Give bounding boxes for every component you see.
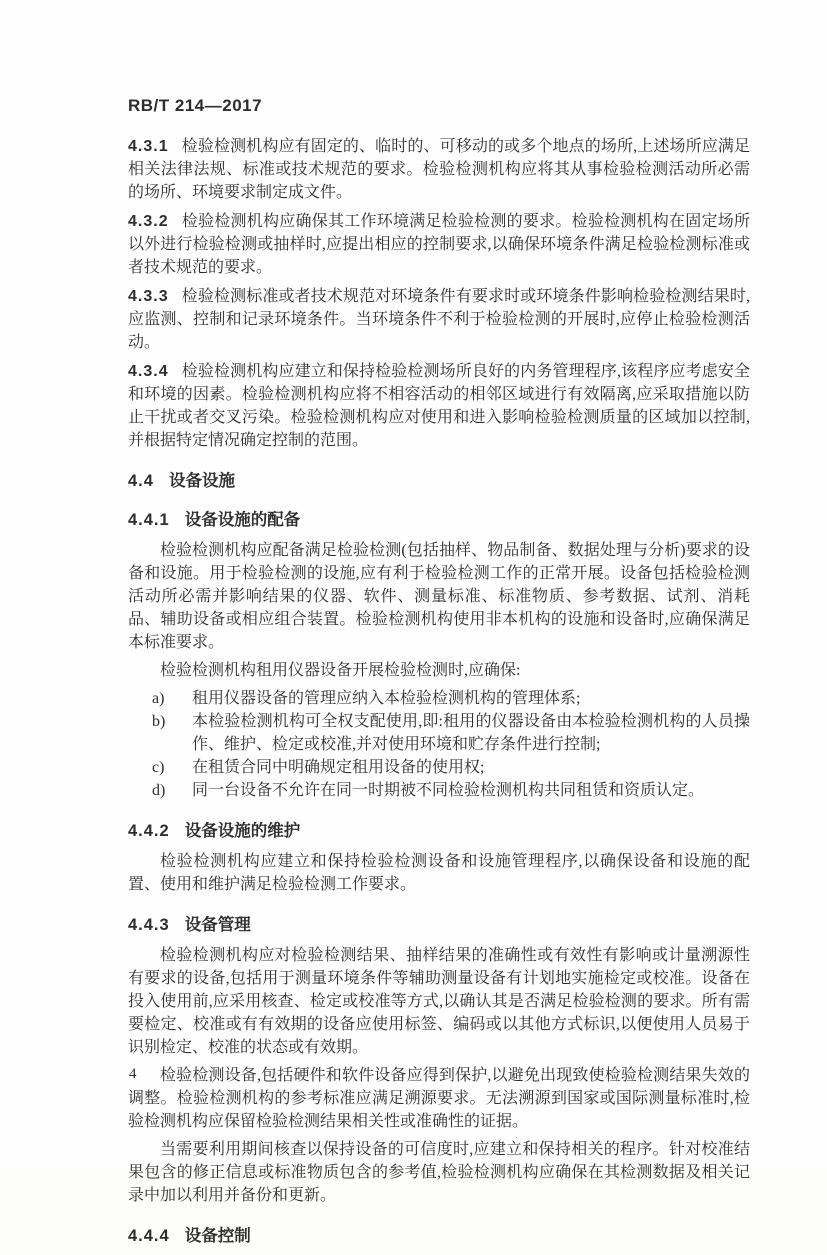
paragraph-4-4-2-maintenance: 检验检测机构应建立和保持检验检测设备和设施管理程序,以确保设备和设施的配置、使用和维护满足检验检测工作要求。 <box>128 853 750 893</box>
subsection-title: 设备控制 <box>184 1227 251 1245</box>
section-number: 4.4 <box>128 472 154 490</box>
page-number: 4 <box>129 1066 137 1082</box>
subsection-number: 4.4.4 <box>128 1227 170 1245</box>
subsection-title: 设备管理 <box>184 916 251 934</box>
clause-text: 检验检测标准或者技术规范对环境条件有要求时或环境条件影响检验检测结果时,应监测、控制和记录环境条件。当环境条件不利于检验检测的开展时,应停止检验检测活动。 <box>128 288 750 351</box>
list-item-a <box>152 687 750 710</box>
list-item-text: 租用仪器设备的管理应纳入本检验检测机构的管理体系; <box>192 690 581 707</box>
list-item-text: 在租赁合同中明确规定租用设备的使用权; <box>192 759 485 776</box>
paragraph-4-4-3-calibration: 检验检测机构应对检验检测结果、抽样结果的准确性或有效性有影响或计量溯源性有要求的设备,包括用于测量环境条件等辅助测量设备有计划地实施检定或校准。设备在投入使用前,应采用核查、检定或校准等方式,以确认其是否满足检验检测的要求。所有需要检定、校准或有有效期的设备应使用标签、编码或以其他方式标识,以便使用人员易于识别检定、校准的状态或有效期。 <box>128 947 750 1056</box>
clause-number: 4.3.1 <box>128 138 169 155</box>
section-heading-4-4 <box>128 467 750 491</box>
list-item-label: c) <box>152 759 165 776</box>
clause-text: 检验检测机构应确保其工作环境满足检验检测的要求。检验检测机构在固定场所以外进行检验检测或抽样时,应提出相应的控制要求,以确保环境条件满足检验检测标准或者技术规范的要求。 <box>128 213 750 276</box>
subsection-heading-4-4-2 <box>128 817 750 841</box>
clause-number: 4.3.4 <box>128 363 169 380</box>
clause-4-3-3 <box>128 285 750 354</box>
clause-number: 4.3.3 <box>128 288 169 305</box>
subsection-number: 4.4.1 <box>128 511 170 529</box>
clause-4-3-2 <box>128 210 750 279</box>
subsection-heading-4-4-4 <box>128 1222 750 1246</box>
lease-conditions-list <box>128 687 750 802</box>
list-item-label: d) <box>152 782 166 799</box>
list-item-label: a) <box>152 690 165 707</box>
list-item-c <box>152 756 750 779</box>
list-item-label: b) <box>152 713 166 730</box>
paragraph-4-4-3-interim-checks: 当需要利用期间核查以保持设备的可信度时,应建立和保持相关的程序。针对校准结果包含的修正信息或标准物质包含的参考值,检验检测机构应确保在其检测数据及相关记录中加以利用并备份和更新。 <box>128 1141 750 1204</box>
list-item-text: 本检验检测机构可全权支配使用,即:租用的仪器设备由本检验检测机构的人员操作、维护、检定或校准,并对使用环境和贮存条件进行控制; <box>192 713 750 753</box>
list-item-b <box>152 710 750 756</box>
section-title: 设备设施 <box>168 472 235 490</box>
standard-number-header: RB/T 214—2017 <box>128 96 263 115</box>
clause-text: 检验检测机构应建立和保持检验检测场所良好的内务管理程序,该程序应考虑安全和环境的因素。检验检测机构应将不相容活动的相邻区域进行有效隔离,应采取措施以防止干扰或者交叉污染。检验检测机构应对使用和进入影响检验检测质量的区域加以控制,并根据特定情况确定控制的范围。 <box>128 363 750 449</box>
clause-4-3-1 <box>128 135 750 204</box>
list-item-text: 同一台设备不允许在同一时期被不同检验检测机构共同租赁和资质认定。 <box>192 782 705 799</box>
subsection-heading-4-4-1 <box>128 506 750 530</box>
paragraph-4-4-3-protection: 检验检测设备,包括硬件和软件设备应得到保护,以避免出现致使检验检测结果失效的调整。检验检测机构的参考标准应满足溯源要求。无法溯源到国家或国际测量标准时,检验检测机构应保留检验检测结果相关性或准确性的证据。 <box>128 1067 750 1130</box>
subsection-title: 设备设施的维护 <box>184 822 301 840</box>
paragraph-4-4-1-equipment-provision: 检验检测机构应配备满足检验检测(包括抽样、物品制备、数据处理与分析)要求的设备和设施。用于检验检测的设施,应有利于检验检测工作的正常开展。设备包括检验检测活动所必需并影响结果的仪器、软件、测量标准、标准物质、参考数据、试剂、消耗品、辅助设备或相应组合装置。检验检测机构使用非本机构的设施和设备时,应确保满足本标准要求。 <box>128 542 750 651</box>
paragraph-4-4-1-lease-intro: 检验检测机构租用仪器设备开展检验检测时,应确保: <box>160 662 521 679</box>
subsection-title: 设备设施的配备 <box>184 511 301 529</box>
clause-number: 4.3.2 <box>128 213 169 230</box>
subsection-number: 4.4.2 <box>128 822 170 840</box>
subsection-number: 4.4.3 <box>128 916 170 934</box>
page-content <box>128 96 750 1255</box>
clause-4-3-4 <box>128 360 750 452</box>
clause-text: 检验检测机构应有固定的、临时的、可移动的或多个地点的场所,上述场所应满足相关法律法规、标准或技术规范的要求。检验检测机构应将其从事检验检测活动所必需的场所、环境要求制定成文件。 <box>128 138 750 201</box>
list-item-d <box>152 779 750 802</box>
subsection-heading-4-4-3 <box>128 911 750 935</box>
